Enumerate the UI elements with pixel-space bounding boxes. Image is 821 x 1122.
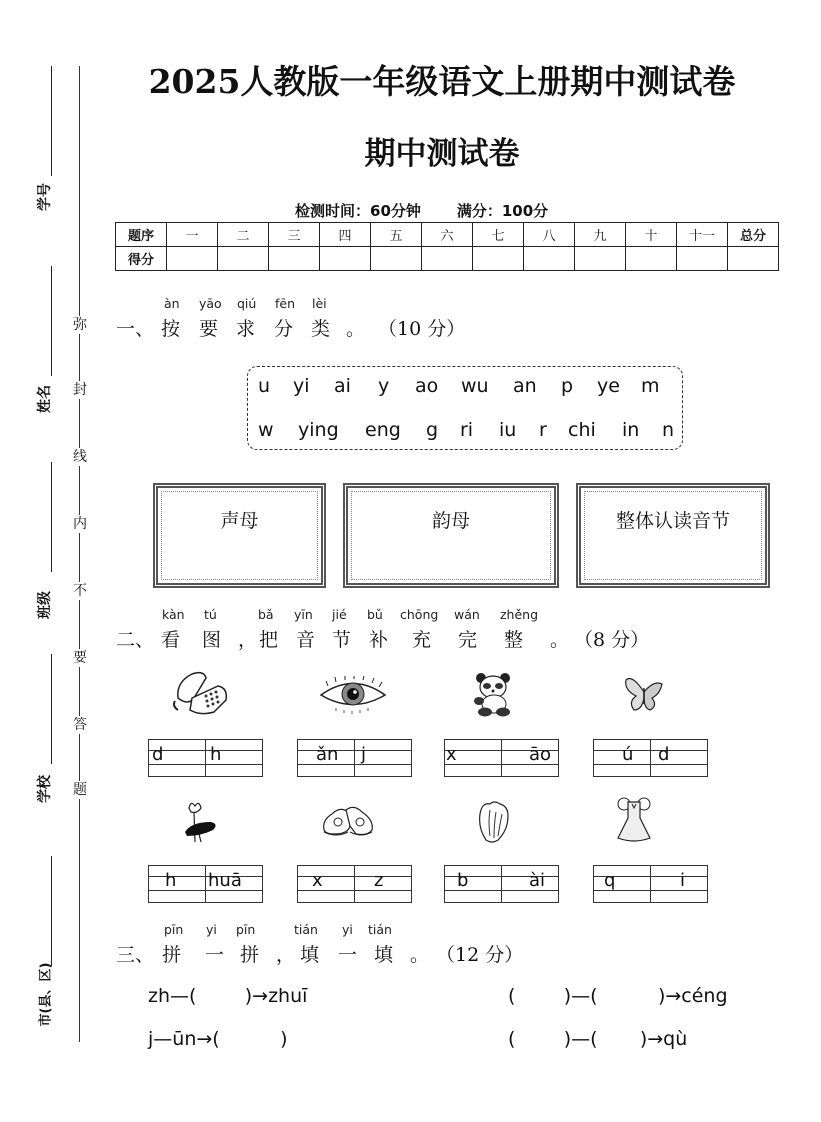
pinyin-item: y [378,375,390,397]
col-head: 一 [167,223,218,247]
pinyin-grid-dress[interactable] [593,865,708,903]
col-head: 四 [320,223,371,247]
field-label-school: 学校 [37,775,53,803]
exam-info [295,200,584,221]
pinyin: yāo [199,296,222,311]
col-head: 九 [575,223,626,247]
pinyin-grid-cabbage[interactable] [444,865,559,903]
seal-char: 答 [70,716,90,734]
char: 要 [199,318,219,340]
syllable-left: x [312,870,323,891]
char: 看 [161,629,181,651]
char: 拼 [240,944,260,966]
col-head: 五 [371,223,422,247]
score-cell[interactable] [677,247,728,271]
pinyin-word-bank [247,366,683,450]
syllable-left: h [165,870,177,891]
pinyin-item: ye [597,375,620,397]
pinyin-grid-butterfly[interactable] [593,739,708,777]
char: 一 [205,944,225,966]
seal-char: 题 [70,781,90,799]
char: 按 [161,318,181,340]
pinyin: fēn [275,296,296,311]
seal-char: 要 [70,649,90,667]
pinyin: tú [204,607,217,622]
exam-time: 检测时间：60分钟 [295,202,421,220]
score-cell[interactable] [473,247,524,271]
shoes-icon [320,802,376,838]
seal-char: 不 [70,582,90,600]
syllable-left: b [457,870,469,891]
char: 拼 [162,944,182,966]
field-line-name [51,266,52,376]
pinyin: chōng [400,607,439,622]
score-table [115,222,779,271]
syllable-right: z [374,870,384,891]
pinyin: jié [332,607,347,622]
char: ， [238,629,258,651]
category-label: 韵母 [431,510,470,532]
spelling-question-1[interactable]: zh—( )→zhuī [148,985,308,1007]
pinyin-item: r [539,419,547,441]
score-cell-total[interactable] [728,247,779,271]
section-points: （12 分） [436,944,524,966]
spelling-question-2[interactable]: ( )—( )→céng [508,985,728,1007]
row-head-score: 得分 [116,247,167,271]
pinyin-item: ao [415,375,439,397]
col-head: 十 [626,223,677,247]
seal-char: 封 [70,381,90,399]
dress-icon [616,796,652,844]
pinyin-item: p [561,375,574,397]
category-box-whole-syllables[interactable] [576,483,770,588]
category-box-finals[interactable] [343,483,559,588]
seal-char: 线 [70,448,90,466]
eye-icon [318,676,388,714]
pinyin-item: in [622,419,640,441]
col-head: 六 [422,223,473,247]
col-head: 七 [473,223,524,247]
pinyin-grid-eye[interactable] [297,739,412,777]
pinyin-item: yi [293,375,310,397]
pinyin: pīn [164,922,184,937]
score-cell[interactable] [575,247,626,271]
pinyin: wán [454,607,480,622]
score-cell[interactable] [371,247,422,271]
score-table-header-row [116,223,779,247]
syllable-left: ǎn [316,744,339,765]
seal-char: 弥 [70,316,90,334]
syllable-right: huā [208,870,242,891]
pinyin-item: chi [568,419,596,441]
category-label: 声母 [220,510,259,532]
syllable-right: i [680,870,686,891]
syllable-right: d [658,744,670,765]
syllable-right: h [210,744,222,765]
cabbage-icon [478,800,510,844]
char: 充 [412,629,432,651]
field-label-class: 班级 [37,591,53,619]
char: 把 [259,629,279,651]
score-cell[interactable] [320,247,371,271]
panda-icon [473,671,515,717]
pinyin-item: w [258,419,274,441]
syllable-right: ài [529,870,546,891]
pinyin-item: wu [461,375,489,397]
pinyin: tián [368,922,392,937]
syllable-right: j [361,744,367,765]
pinyin: yīn [294,607,313,622]
char: 补 [369,629,389,651]
col-head: 十一 [677,223,728,247]
page-subtitle: 期中测试卷 [364,136,520,172]
pinyin-grid-telephone[interactable] [148,739,263,777]
section-points: （8 分） [574,629,650,651]
seal-line [79,66,80,1042]
pinyin: yi [206,922,217,937]
category-box-initials[interactable] [153,483,326,588]
telephone-icon [170,668,230,718]
pinyin-item: m [641,375,660,397]
pinyin-item: eng [365,419,401,441]
page-title: 2025人教版一年级语文上册期中测试卷 [148,62,736,101]
pinyin-item: g [426,419,439,441]
pinyin-item: u [258,375,271,397]
pinyin-item: iu [499,419,517,441]
lotus-flower-icon [181,800,221,844]
col-head: 二 [218,223,269,247]
pinyin: pīn [236,922,256,937]
char: 完 [458,629,478,651]
butterfly-icon [624,674,664,714]
char: 节 [332,629,352,651]
col-head: 三 [269,223,320,247]
score-cell[interactable] [269,247,320,271]
pinyin-item: an [513,375,537,397]
period: 。 [410,944,430,966]
pinyin-item: ri [460,419,474,441]
field-label-name: 姓名 [37,385,53,413]
pinyin: àn [164,296,180,311]
pinyin: bǎ [258,607,274,622]
seal-char: 内 [70,515,90,533]
char: 求 [236,318,256,340]
spelling-question-3[interactable]: j—ūn→( ) [148,1028,288,1050]
score-cell[interactable] [626,247,677,271]
score-cell[interactable] [524,247,575,271]
pinyin-item: n [662,419,675,441]
field-label-student-id: 学号 [37,183,53,211]
col-head: 八 [524,223,575,247]
pinyin-item: ying [298,419,339,441]
field-label-city: 市(县、区) [38,962,54,1027]
exam-full-score: 满分：100分 [456,202,549,220]
field-line-city [51,856,52,966]
pinyin: yi [342,922,353,937]
spelling-question-4[interactable]: ( )—( )→qù [508,1028,688,1050]
period: 。 [550,629,570,651]
section-points: （10 分） [378,318,466,340]
pinyin: bǔ [367,607,383,622]
char: 一 [338,944,358,966]
score-cell[interactable] [218,247,269,271]
pinyin: zhěng [500,607,539,622]
char: 类 [311,318,331,340]
period: 。 [346,318,366,340]
score-table-score-row [116,247,779,271]
col-head-total: 总分 [728,223,779,247]
pinyin: qiú [237,296,257,311]
char: 整 [504,629,524,651]
field-line-school [51,654,52,764]
syllable-right: āo [529,744,552,765]
pinyin: tián [294,922,318,937]
pinyin-item: ai [334,375,351,397]
char: 分 [274,318,294,340]
char: 图 [202,629,222,651]
pinyin: lèi [312,296,327,311]
category-label: 整体认读音节 [615,510,730,532]
char: 音 [296,629,316,651]
pinyin-grid-panda[interactable] [444,739,559,777]
score-cell[interactable] [422,247,473,271]
syllable-left: x [446,744,457,765]
section-number: 三、 [116,944,155,966]
syllable-left: q [604,870,616,891]
char: 填 [374,944,394,966]
row-head-question: 题序 [116,223,167,247]
pinyin-grid-lotus[interactable] [148,865,263,903]
pinyin: kàn [162,607,185,622]
section-number: 二、 [116,629,155,651]
pinyin-grid-shoes[interactable] [297,865,412,903]
field-line-class [51,462,52,572]
score-cell[interactable] [167,247,218,271]
char: 填 [300,944,320,966]
char: ， [276,944,296,966]
syllable-left: ú [622,744,634,765]
field-line-student-id [51,66,52,176]
syllable-left: d [152,744,164,765]
section-number: 一、 [116,318,155,340]
